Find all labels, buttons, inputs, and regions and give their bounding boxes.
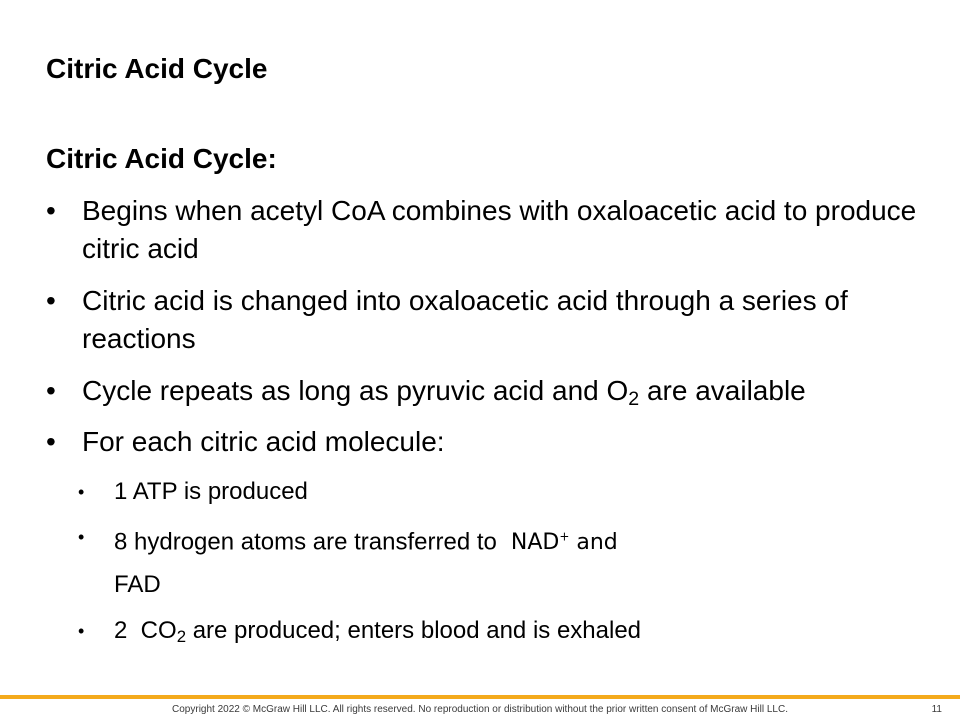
bullet-dot: • — [78, 527, 85, 547]
fad-label: FAD — [114, 571, 161, 598]
bullet-dot: • — [46, 195, 56, 226]
page-number: 11 — [931, 704, 942, 715]
sub-bullet-text-pre: 2 CO — [114, 617, 177, 644]
bullet-text-post: are available — [639, 375, 806, 406]
bullet-text: For each citric acid molecule: — [82, 426, 445, 457]
sub-bullet-text-main: 8 hydrogen atoms are transferred to — [114, 528, 497, 556]
bullet-dot: • — [78, 621, 85, 641]
footer — [0, 704, 960, 720]
sub-bullet-text-post: are produced; enters blood and is exhaled — [186, 617, 642, 644]
sub-bullet-text — [114, 616, 894, 646]
nad-formula — [511, 530, 618, 555]
bullet-text-pre: Cycle repeats as long as pyruvic acid and O — [82, 375, 629, 406]
bullet-dot: • — [46, 426, 56, 457]
bullet-dot: • — [78, 482, 85, 502]
subscript: 2 — [628, 387, 640, 410]
bullet-dot: • — [46, 375, 56, 406]
section-heading: Citric Acid Cycle: — [46, 143, 277, 174]
footer-divider — [0, 695, 960, 699]
sub-bullet-text: 1 ATP is produced — [114, 478, 308, 505]
subscript: 2 — [176, 627, 187, 647]
bullet-text — [82, 372, 932, 410]
superscript: + — [559, 530, 570, 544]
copyright-text: Copyright 2022 © McGraw Hill LLC. All rights reserved. No reproduction or distribution without the prior written consent of McGraw Hill LLC. — [172, 704, 788, 715]
bullet-text: Citric acid is changed into oxaloacetic acid through a series of reactions — [82, 285, 848, 354]
bullet-dot: • — [46, 285, 56, 316]
and-label: and — [569, 530, 618, 556]
sub-bullet-text — [114, 522, 894, 558]
slide-title: Citric Acid Cycle — [46, 53, 268, 84]
bullet-text: Begins when acetyl CoA combines with oxaloacetic acid to produce citric acid — [82, 195, 917, 264]
nad-label: NAD — [510, 530, 560, 556]
